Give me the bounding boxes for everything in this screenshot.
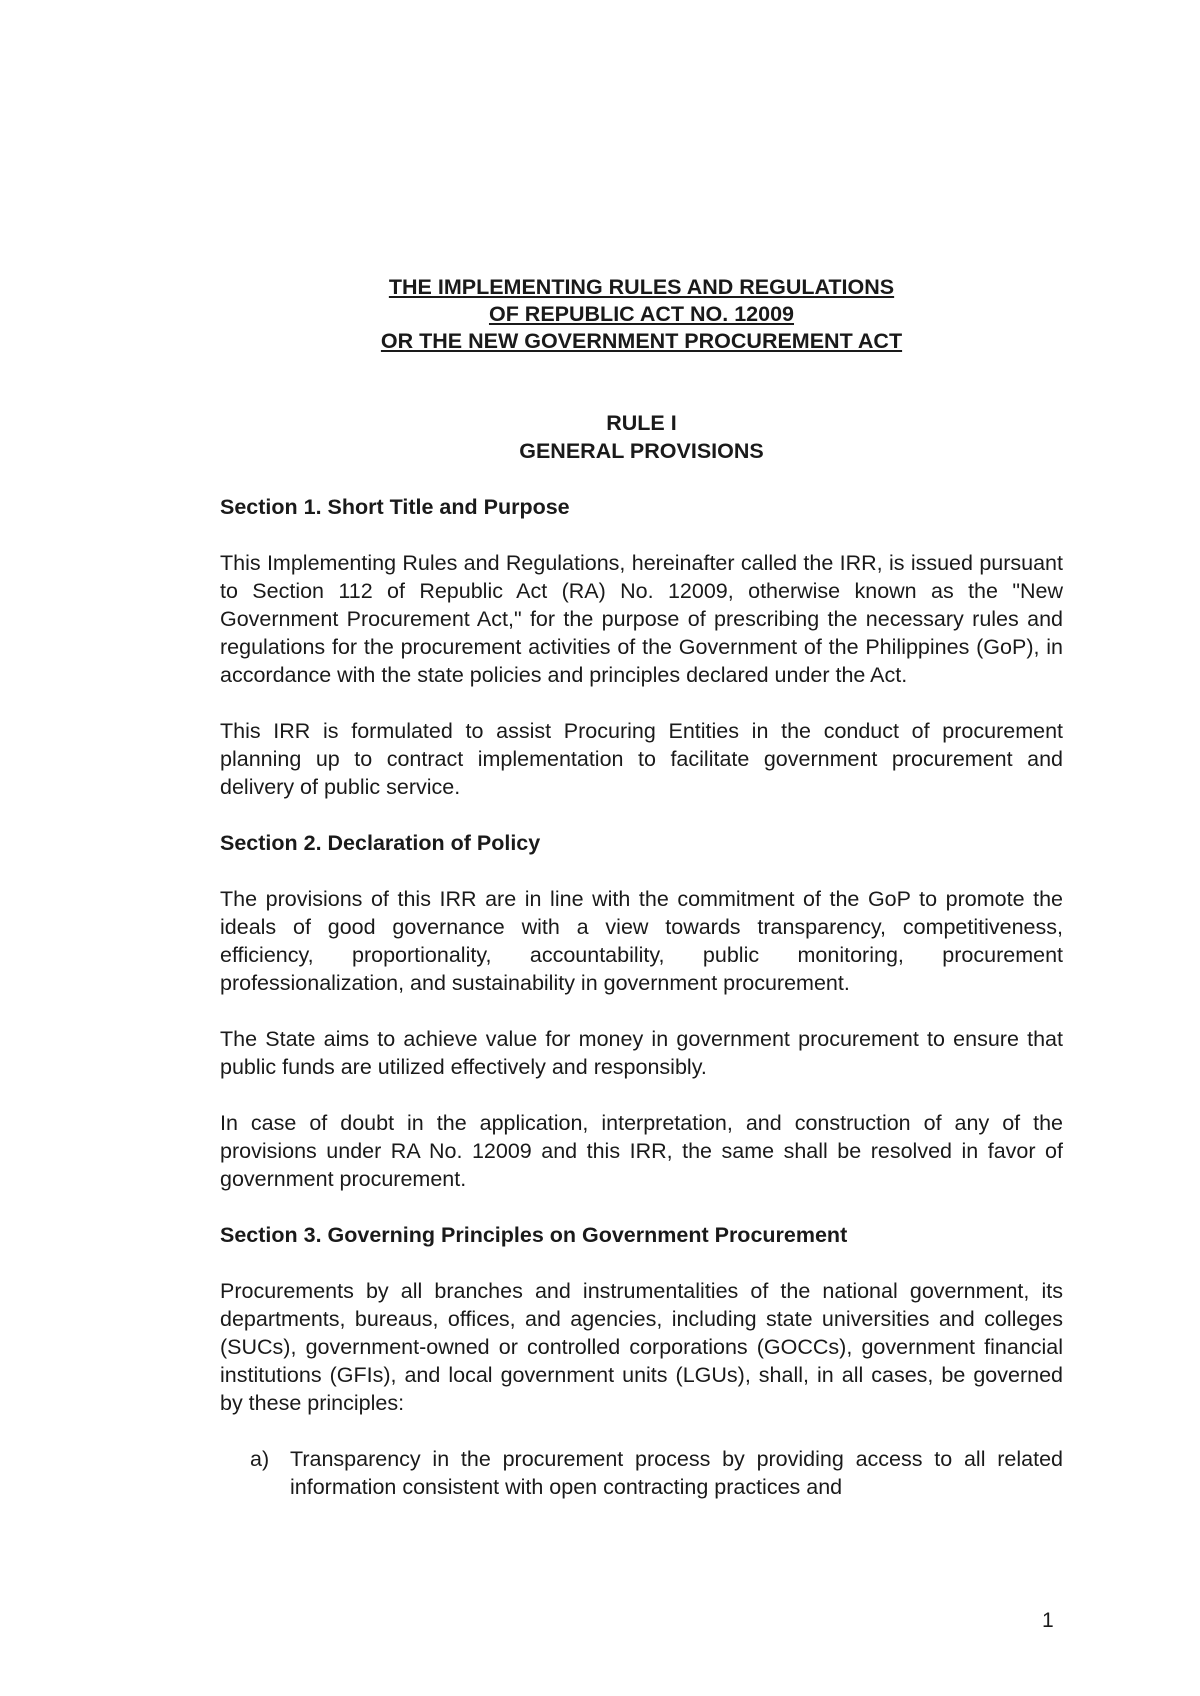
section-2-paragraph: The provisions of this IRR are in line with the commitment of the GoP to promote the ideals of good governance with a view towards transparency, competitiveness, efficiency, proportionality, accountability, public monitoring, procurement professionalization, and sustainability in government procurement. <box>220 887 1063 995</box>
rule-number: RULE I <box>606 411 677 435</box>
list-item <box>220 1445 1063 1501</box>
section-2-paragraph: In case of doubt in the application, interpretation, and construction of any of the provisions under RA No. 12009 and this IRR, the same shall be resolved in favor of government procurement. <box>220 1111 1063 1191</box>
document-title <box>220 274 1063 355</box>
section-3-paragraph: Procurements by all branches and instrumentalities of the national government, its departments, bureaus, offices, and agencies, including state universities and colleges (SUCs), government-owned or controlled corporations (GOCCs), government financial institutions (GFIs), and local government units (LGUs), shall, in all cases, be governed by these principles: <box>220 1279 1063 1415</box>
section-2-paragraph: The State aims to achieve value for money in government procurement to ensure that public funds are utilized effectively and responsibly. <box>220 1027 1063 1079</box>
section-3-heading: Section 3. Governing Principles on Government Procurement <box>220 1223 848 1247</box>
title-line: OF REPUBLIC ACT NO. 12009 <box>488 302 795 326</box>
section-1-paragraph: This IRR is formulated to assist Procuring Entities in the conduct of procurement planning up to contract implementation to facilitate government procurement and delivery of public service. <box>220 719 1063 799</box>
page-number: 1 <box>1042 1609 1054 1632</box>
section-1-heading: Section 1. Short Title and Purpose <box>220 495 570 519</box>
section-1-paragraph: This Implementing Rules and Regulations, hereinafter called the IRR, is issued pursuant to Section 112 of Republic Act (RA) No. 12009, otherwise known as the "New Government Procurement Act," for the purpose of prescribing the necessary rules and regulations for the procurement activities of the Government of the Philippines (GoP), in accordance with the state policies and principles declared under the Act. <box>220 551 1063 687</box>
document-body <box>220 274 1063 1501</box>
rule-heading <box>220 409 1063 465</box>
rule-name: GENERAL PROVISIONS <box>519 439 764 463</box>
title-line: THE IMPLEMENTING RULES AND REGULATIONS <box>388 275 895 299</box>
section-2-heading: Section 2. Declaration of Policy <box>220 831 541 855</box>
list-item-text: Transparency in the procurement process by providing access to all related information consistent with open contracting practices and <box>290 1447 1063 1499</box>
list-item-marker: a) <box>250 1447 270 1471</box>
title-line: OR THE NEW GOVERNMENT PROCUREMENT ACT <box>380 329 903 353</box>
